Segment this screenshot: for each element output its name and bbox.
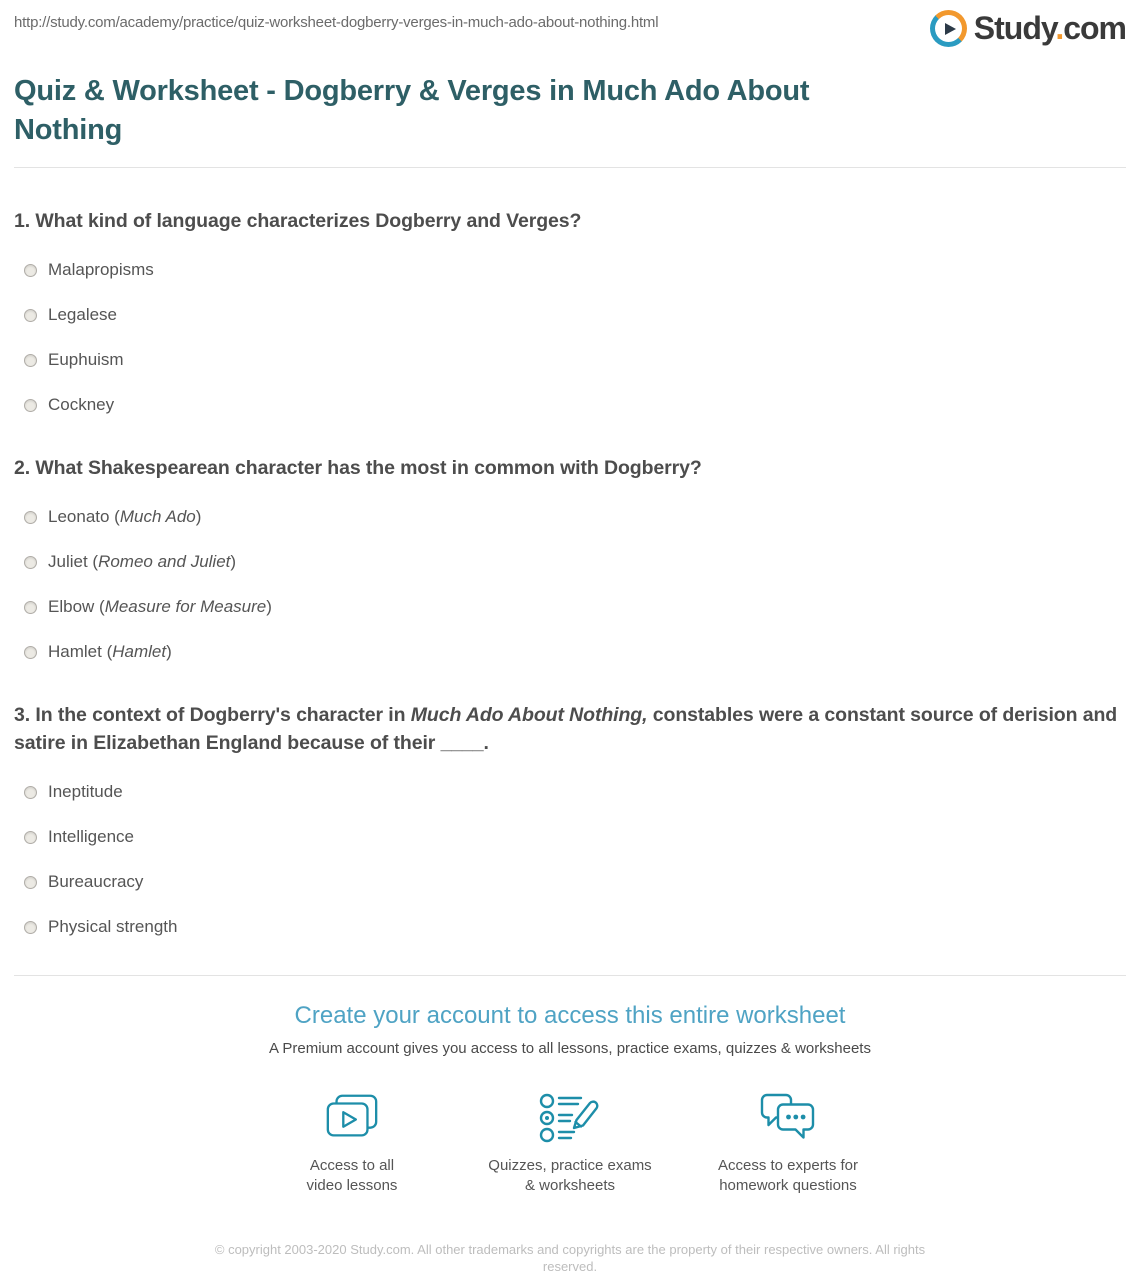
video-lessons-icon <box>243 1090 461 1144</box>
radio-button-icon[interactable] <box>24 921 37 934</box>
question-3-heading: 3. In the context of Dogberry's character in Much Ado About Nothing, constables were a constant source of derision and satire in Elizabethan England because of their ____. <box>14 704 1118 754</box>
feature-list <box>14 1090 1126 1196</box>
question-2-option-4[interactable] <box>14 642 1126 662</box>
study-play-icon <box>930 10 967 47</box>
option-label[interactable]: Physical strength <box>48 917 178 936</box>
question-2-heading: 2. What Shakespearean character has the most in common with Dogberry? <box>14 457 702 479</box>
cta-section <box>14 975 1126 1275</box>
question-1-option-3[interactable] <box>14 350 1126 370</box>
premium-subtitle: A Premium account gives you access to all lessons, practice exams, quizzes & worksheets <box>269 1040 871 1057</box>
question-2 <box>14 454 1126 662</box>
question-3-option-2[interactable] <box>14 827 1126 847</box>
option-label[interactable]: Cockney <box>48 395 115 414</box>
question-2-option-1[interactable] <box>14 507 1126 527</box>
page-header <box>0 0 1140 47</box>
radio-button-icon[interactable] <box>24 646 37 659</box>
feature-label: Access to all video lessons <box>306 1157 398 1194</box>
question-3-option-4[interactable] <box>14 917 1126 937</box>
create-account-link[interactable]: Create your account to access this entire worksheet <box>294 1002 846 1029</box>
radio-button-icon[interactable] <box>24 876 37 889</box>
option-label[interactable]: Bureaucracy <box>48 872 144 891</box>
title-divider <box>14 167 1126 168</box>
option-label[interactable]: Ineptitude <box>48 782 123 801</box>
option-label[interactable]: Euphuism <box>48 350 124 369</box>
page-title: Quiz & Worksheet - Dogberry & Verges in Much Ado About Nothing <box>14 75 810 146</box>
radio-button-icon[interactable] <box>24 786 37 799</box>
radio-button-icon[interactable] <box>24 556 37 569</box>
radio-button-icon[interactable] <box>24 309 37 322</box>
question-1-option-1[interactable] <box>14 260 1126 280</box>
radio-button-icon[interactable] <box>24 601 37 614</box>
page-url: http://study.com/academy/practice/quiz-worksheet-dogberry-verges-in-much-ado-about-nothing.html <box>14 14 659 31</box>
radio-button-icon[interactable] <box>24 831 37 844</box>
chat-experts-icon <box>679 1090 897 1144</box>
question-3-option-3[interactable] <box>14 872 1126 892</box>
question-3-option-1[interactable] <box>14 782 1126 802</box>
option-label[interactable]: Elbow (Measure for Measure) <box>48 597 272 616</box>
option-label[interactable]: Malapropisms <box>48 260 154 279</box>
radio-button-icon[interactable] <box>24 264 37 277</box>
option-label[interactable]: Legalese <box>48 305 118 324</box>
question-1-heading: 1. What kind of language characterizes Dogberry and Verges? <box>14 210 582 232</box>
question-1-option-4[interactable] <box>14 395 1126 415</box>
quizzes-worksheets-icon <box>461 1090 679 1144</box>
question-2-option-2[interactable] <box>14 552 1126 572</box>
option-label[interactable]: Juliet (Romeo and Juliet) <box>48 552 237 571</box>
radio-button-icon[interactable] <box>24 354 37 367</box>
option-label[interactable]: Hamlet (Hamlet) <box>48 642 172 661</box>
question-1 <box>14 207 1126 415</box>
question-1-option-2[interactable] <box>14 305 1126 325</box>
copyright-notice: © copyright 2003-2020 Study.com. All other trademarks and copyrights are the property of their respective owners. All rights reserved. <box>214 1242 926 1274</box>
study-logo-text: Study.com <box>973 10 1126 46</box>
feature-label: Access to experts for homework questions <box>717 1157 859 1194</box>
question-3 <box>14 701 1126 937</box>
quiz-questions <box>0 207 1140 975</box>
feature-video-lessons <box>243 1090 461 1196</box>
radio-button-icon[interactable] <box>24 399 37 412</box>
feature-label: Quizzes, practice exams & worksheets <box>488 1157 652 1194</box>
study-logo[interactable] <box>930 10 1126 47</box>
option-label[interactable]: Intelligence <box>48 827 135 846</box>
feature-homework-experts <box>679 1090 897 1196</box>
question-2-option-3[interactable] <box>14 597 1126 617</box>
option-label[interactable]: Leonato (Much Ado) <box>48 507 202 526</box>
radio-button-icon[interactable] <box>24 511 37 524</box>
feature-quizzes-worksheets <box>461 1090 679 1196</box>
